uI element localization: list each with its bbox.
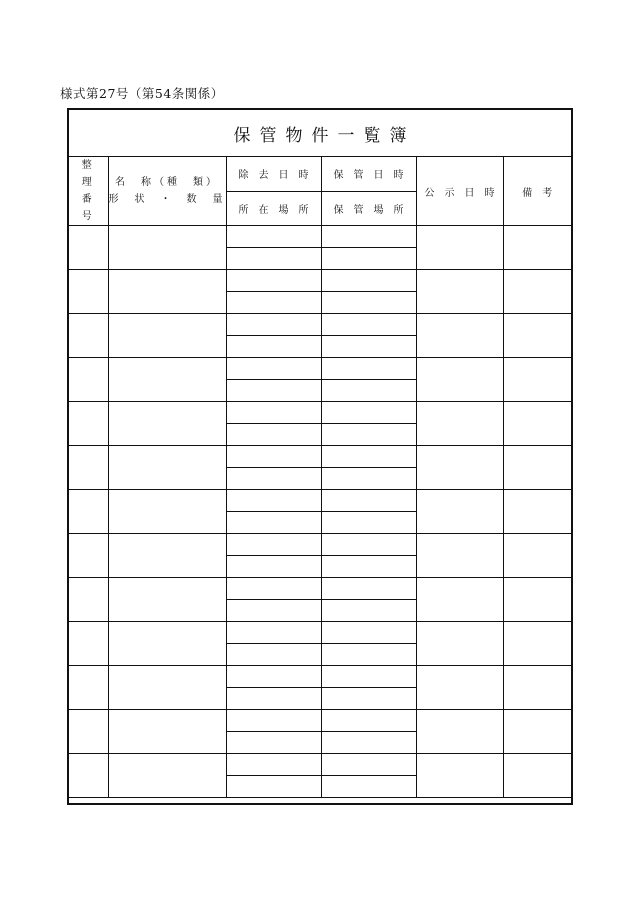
cell-remarks [503, 490, 571, 534]
register-frame [67, 108, 573, 805]
header-notice-datetime: 公 示 日 時 [416, 157, 503, 226]
cell-number [69, 226, 108, 270]
cell-location [226, 600, 321, 622]
table-row [69, 666, 571, 688]
cell-notice-datetime [416, 358, 503, 402]
header-name-top: 名 称（種 類） [115, 177, 219, 188]
cell-removal-datetime [226, 446, 321, 468]
cell-storage-place [321, 512, 416, 534]
table-row [69, 490, 571, 512]
header-location: 所 在 場 所 [226, 191, 321, 225]
table-row [69, 534, 571, 556]
table-row [69, 754, 571, 776]
cell-storage-datetime [321, 710, 416, 732]
cell-location [226, 336, 321, 358]
cell-number [69, 666, 108, 710]
cell-storage-place [321, 732, 416, 754]
cell-location [226, 732, 321, 754]
cell-storage-place [321, 776, 416, 798]
header-cell-name [108, 157, 226, 226]
header-name-bottom: 形 状 ・ 数 量 [108, 194, 226, 205]
header-row-top [69, 157, 571, 191]
cell-storage-place [321, 424, 416, 446]
table-row [69, 446, 571, 468]
register-title: 保管物件一覧簿 [233, 125, 416, 146]
cell-name-shape [108, 754, 226, 798]
cell-name-shape [108, 314, 226, 358]
cell-name-shape [108, 446, 226, 490]
cell-storage-datetime [321, 622, 416, 644]
cell-notice-datetime [416, 578, 503, 622]
cell-number [69, 314, 108, 358]
cell-remarks [503, 226, 571, 270]
cell-number [69, 270, 108, 314]
cell-removal-datetime [226, 754, 321, 776]
cell-location [226, 512, 321, 534]
cell-remarks [503, 710, 571, 754]
cell-storage-datetime [321, 446, 416, 468]
cell-notice-datetime [416, 226, 503, 270]
cell-remarks [503, 754, 571, 798]
cell-location [226, 556, 321, 578]
cell-location [226, 424, 321, 446]
cell-name-shape [108, 534, 226, 578]
header-number-top: 整 理 [81, 160, 108, 188]
cell-name-shape [108, 226, 226, 270]
cell-location [226, 292, 321, 314]
cell-remarks [503, 534, 571, 578]
cell-removal-datetime [226, 710, 321, 732]
cell-number [69, 578, 108, 622]
cell-location [226, 644, 321, 666]
cell-number [69, 754, 108, 798]
register-table [69, 157, 571, 798]
cell-storage-datetime [321, 534, 416, 556]
cell-removal-datetime [226, 314, 321, 336]
cell-location [226, 380, 321, 402]
cell-remarks [503, 314, 571, 358]
cell-remarks [503, 578, 571, 622]
cell-number [69, 534, 108, 578]
cell-notice-datetime [416, 666, 503, 710]
header-remarks: 備 考 [503, 157, 571, 226]
header-storage-datetime: 保 管 日 時 [321, 157, 416, 191]
cell-number [69, 402, 108, 446]
cell-storage-place [321, 644, 416, 666]
cell-removal-datetime [226, 270, 321, 292]
cell-notice-datetime [416, 622, 503, 666]
cell-location [226, 776, 321, 798]
cell-removal-datetime [226, 490, 321, 512]
cell-storage-place [321, 292, 416, 314]
cell-removal-datetime [226, 622, 321, 644]
cell-notice-datetime [416, 270, 503, 314]
cell-storage-place [321, 468, 416, 490]
cell-removal-datetime [226, 578, 321, 600]
cell-storage-datetime [321, 578, 416, 600]
cell-storage-datetime [321, 490, 416, 512]
table-row [69, 226, 571, 248]
cell-notice-datetime [416, 534, 503, 578]
cell-remarks [503, 622, 571, 666]
title-row [69, 110, 571, 157]
cell-number [69, 358, 108, 402]
cell-number [69, 490, 108, 534]
cell-removal-datetime [226, 534, 321, 556]
cell-remarks [503, 358, 571, 402]
header-cell-number [69, 157, 108, 226]
cell-name-shape [108, 402, 226, 446]
cell-name-shape [108, 358, 226, 402]
cell-location [226, 248, 321, 270]
cell-storage-place [321, 248, 416, 270]
form-number-label: 様式第27号（第54条関係） [60, 86, 224, 101]
table-row [69, 314, 571, 336]
cell-storage-place [321, 556, 416, 578]
table-row [69, 358, 571, 380]
cell-number [69, 710, 108, 754]
header-storage-place: 保 管 場 所 [321, 191, 416, 225]
cell-removal-datetime [226, 402, 321, 424]
cell-remarks [503, 270, 571, 314]
cell-storage-datetime [321, 666, 416, 688]
cell-location [226, 468, 321, 490]
cell-storage-datetime [321, 754, 416, 776]
cell-removal-datetime [226, 358, 321, 380]
table-row [69, 270, 571, 292]
cell-remarks [503, 666, 571, 710]
cell-name-shape [108, 490, 226, 534]
cell-storage-datetime [321, 270, 416, 292]
table-row [69, 622, 571, 644]
cell-notice-datetime [416, 490, 503, 534]
table-row [69, 402, 571, 424]
cell-name-shape [108, 666, 226, 710]
cell-remarks [503, 446, 571, 490]
cell-number [69, 446, 108, 490]
cell-name-shape [108, 270, 226, 314]
cell-storage-place [321, 336, 416, 358]
cell-removal-datetime [226, 226, 321, 248]
cell-storage-place [321, 600, 416, 622]
cell-notice-datetime [416, 402, 503, 446]
cell-name-shape [108, 578, 226, 622]
cell-number [69, 622, 108, 666]
header-number-bottom: 番 号 [81, 194, 108, 222]
cell-storage-datetime [321, 358, 416, 380]
table-row [69, 578, 571, 600]
cell-removal-datetime [226, 666, 321, 688]
header-removal-datetime: 除 去 日 時 [226, 157, 321, 191]
cell-storage-place [321, 380, 416, 402]
cell-storage-place [321, 688, 416, 710]
table-row [69, 710, 571, 732]
cell-name-shape [108, 622, 226, 666]
cell-storage-datetime [321, 402, 416, 424]
cell-location [226, 688, 321, 710]
cell-notice-datetime [416, 754, 503, 798]
cell-notice-datetime [416, 710, 503, 754]
cell-remarks [503, 402, 571, 446]
cell-storage-datetime [321, 314, 416, 336]
cell-name-shape [108, 710, 226, 754]
cell-storage-datetime [321, 226, 416, 248]
cell-notice-datetime [416, 446, 503, 490]
cell-notice-datetime [416, 314, 503, 358]
